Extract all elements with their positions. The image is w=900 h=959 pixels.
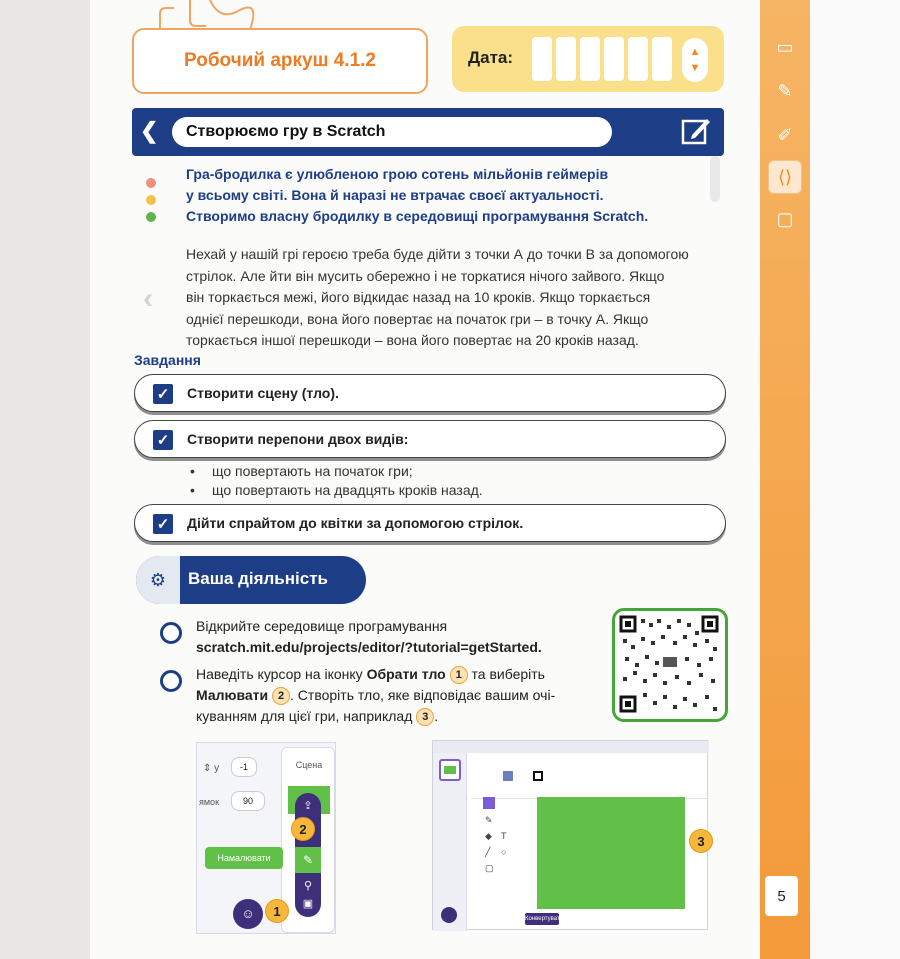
search-icon[interactable]: ⚲ — [303, 880, 313, 892]
code-icon[interactable]: ⟨⟩ — [768, 160, 802, 194]
bullet-item: • що повертають на двадцять кроків назад. — [190, 481, 483, 500]
date-cell[interactable] — [556, 37, 576, 81]
activity-title: Ваша діяльність — [188, 569, 328, 588]
lesson-banner — [132, 108, 724, 156]
chevron-left-icon[interactable]: ❮ — [140, 118, 159, 143]
scratch-url-text[interactable]: scratch.mit.edu/projects/editor/?tutorial=getStarted — [196, 639, 538, 655]
intro-dot — [146, 212, 156, 222]
task-item[interactable] — [134, 504, 726, 542]
step-1-line: Відкрийте середовище програмування — [196, 618, 448, 634]
step-2-part: куванням для цієї гри, наприклад — [196, 708, 417, 724]
paint-tools — [483, 797, 509, 909]
step-2-part: Наведіть курсор на іконку — [196, 666, 367, 682]
paragraph-line: стрілок. Але йти він мусить обережно і не торкатися нічого зайвого. Якщо — [186, 267, 665, 284]
convert-button[interactable]: Конвертувати — [525, 913, 559, 925]
checkbox-checked-icon[interactable]: ✓ — [153, 430, 173, 450]
paragraph-line: однієї перешкоди, вона його повертає на початок гри – в точку А. Якщо — [186, 310, 649, 327]
task-item[interactable] — [134, 374, 726, 412]
step-checkbox[interactable] — [160, 670, 182, 692]
checkbox-checked-icon[interactable]: ✓ — [153, 514, 173, 534]
stage-label: Сцена — [295, 760, 323, 770]
page-margin — [810, 0, 900, 959]
task-label: Створити сцену (тло). — [187, 385, 339, 401]
step-2-text: Наведіть курсор на іконку Обрати тло 1 та виберіть Малювати 2 . Створіть тло, яке відповідає вашим очі- куванням для цієї гри, наприклад 3 . — [196, 664, 606, 727]
date-cell[interactable] — [604, 37, 624, 81]
date-box — [452, 26, 724, 92]
number-badge: 1 — [265, 899, 289, 923]
backdrop-thumb-fill — [444, 766, 456, 774]
number-badge: 2 — [291, 817, 315, 841]
select-tool-icon[interactable] — [483, 797, 495, 809]
qr-code-image — [615, 611, 725, 719]
line-tool-icon[interactable]: ╱ — [485, 847, 491, 857]
intro-line: Гра-бродилка є улюбленою грою сотень мільйонів геймерів — [186, 166, 609, 182]
fill-tool-icon[interactable]: ◆ — [485, 831, 492, 841]
chevron-left-icon: ‹ — [143, 282, 153, 315]
date-label: Дата: — [468, 48, 514, 67]
bullet-item: • що повертають на початок гри; — [190, 462, 483, 481]
scratch-url[interactable]: scratch.mit.edu/projects/editor/?tutorial=getStarted. — [196, 639, 542, 655]
step-1-text — [196, 616, 606, 658]
text-tool-icon[interactable]: T — [501, 831, 507, 841]
paint-brush-icon[interactable]: ✎ — [295, 847, 321, 873]
upload-icon[interactable]: ⇪ — [303, 800, 313, 812]
presentation-icon[interactable]: ▭ — [776, 36, 794, 57]
intro-line: Створимо власну бродилку в середовищі програмування Scratch. — [186, 208, 649, 224]
qr-center-logo — [663, 657, 677, 667]
scratch-paint-editor-screenshot — [432, 740, 708, 930]
step-2-part: . Створіть тло, яке відповідає вашим очі- — [290, 687, 556, 703]
number-badge: 2 — [272, 687, 290, 705]
task-label: Створити перепони двох видів: — [187, 431, 409, 447]
chevron-down-icon[interactable]: ▼ — [689, 62, 701, 74]
scratch-backdrop-screenshot — [196, 742, 336, 934]
paragraph-line: він торкається межі, його відкидає назад на 10 кроків. Якщо торкається — [186, 289, 651, 305]
task-label: Дійти спрайтом до квітки за допомогою стрілок. — [187, 515, 524, 531]
paint-canvas[interactable] — [537, 797, 685, 909]
puzzle-icon[interactable]: ✎ — [777, 80, 793, 101]
tasks-heading: Завдання — [134, 352, 201, 368]
activity-header — [136, 556, 366, 604]
date-cell[interactable] — [628, 37, 648, 81]
paint-toolbar — [471, 755, 707, 799]
worksheet-title-box — [132, 28, 428, 94]
choose-backdrop-icon[interactable]: ▣ — [302, 898, 314, 910]
circle-tool-icon[interactable]: ○ — [501, 847, 507, 857]
gear-icon: ⚙ — [136, 556, 180, 604]
choose-sprite-icon[interactable]: ☺ — [233, 899, 263, 929]
direction-label: ямок — [199, 797, 220, 807]
date-cell[interactable] — [652, 37, 672, 81]
edit-note-icon — [680, 115, 712, 147]
intro-dot — [146, 195, 156, 205]
paragraph-line: Нехай у нашій грі героєю треба буде дійти з точки А до точки В за допомогою — [186, 246, 689, 262]
page-number: 5 — [765, 876, 798, 916]
edit-icon[interactable]: ✐ — [777, 124, 793, 145]
intro-line: у всьому світі. Вона й наразі не втрачає своєї актуальності. — [186, 187, 604, 203]
paint-tooltip: Намалювати — [205, 847, 283, 869]
step-2-part: та виберіть — [467, 666, 545, 682]
qr-code[interactable] — [612, 608, 728, 722]
task-item[interactable] — [134, 420, 726, 458]
story-paragraph — [186, 244, 726, 352]
date-cell[interactable] — [532, 37, 552, 81]
step-2-bold: Обрати тло — [366, 666, 446, 682]
fill-color-swatch[interactable] — [503, 771, 513, 781]
backdrop-menu — [295, 793, 321, 917]
intro-text — [186, 164, 716, 227]
number-badge: 1 — [450, 666, 468, 684]
backdrop-thumb[interactable] — [439, 759, 461, 781]
brush-tool-icon[interactable]: ✎ — [485, 815, 493, 825]
rectangle-tool-icon[interactable]: ▢ — [485, 863, 494, 873]
intro-dot — [146, 178, 156, 188]
direction-value[interactable]: 90 — [231, 791, 265, 811]
lesson-title: Створюємо гру в Scratch — [172, 117, 612, 147]
checkbox-checked-icon[interactable]: ✓ — [153, 384, 173, 404]
chevron-up-icon[interactable]: ▲ — [689, 46, 701, 58]
add-backdrop-icon[interactable] — [441, 907, 457, 923]
outline-color-swatch[interactable] — [533, 771, 543, 781]
number-badge: 3 — [689, 829, 713, 853]
y-value[interactable]: -1 — [231, 757, 257, 777]
number-badge: 3 — [416, 708, 434, 726]
step-2-bold: Малювати — [196, 687, 269, 703]
computer-icon[interactable]: ▢ — [776, 208, 794, 229]
y-label: y — [214, 763, 220, 774]
date-cell[interactable] — [580, 37, 600, 81]
date-stepper[interactable] — [682, 38, 708, 82]
editor-tabs — [433, 741, 709, 753]
paragraph-line: торкається іншої перешкоди – вона його повертає на 20 кроків назад. — [186, 332, 639, 348]
backdrop-list — [433, 753, 467, 931]
task-bullets — [190, 462, 483, 500]
worksheet-title: Робочий аркуш 4.1.2 — [184, 50, 376, 71]
y-field: ⇕ y — [203, 763, 220, 774]
section-sidebar — [760, 0, 810, 959]
step-checkbox[interactable] — [160, 622, 182, 644]
